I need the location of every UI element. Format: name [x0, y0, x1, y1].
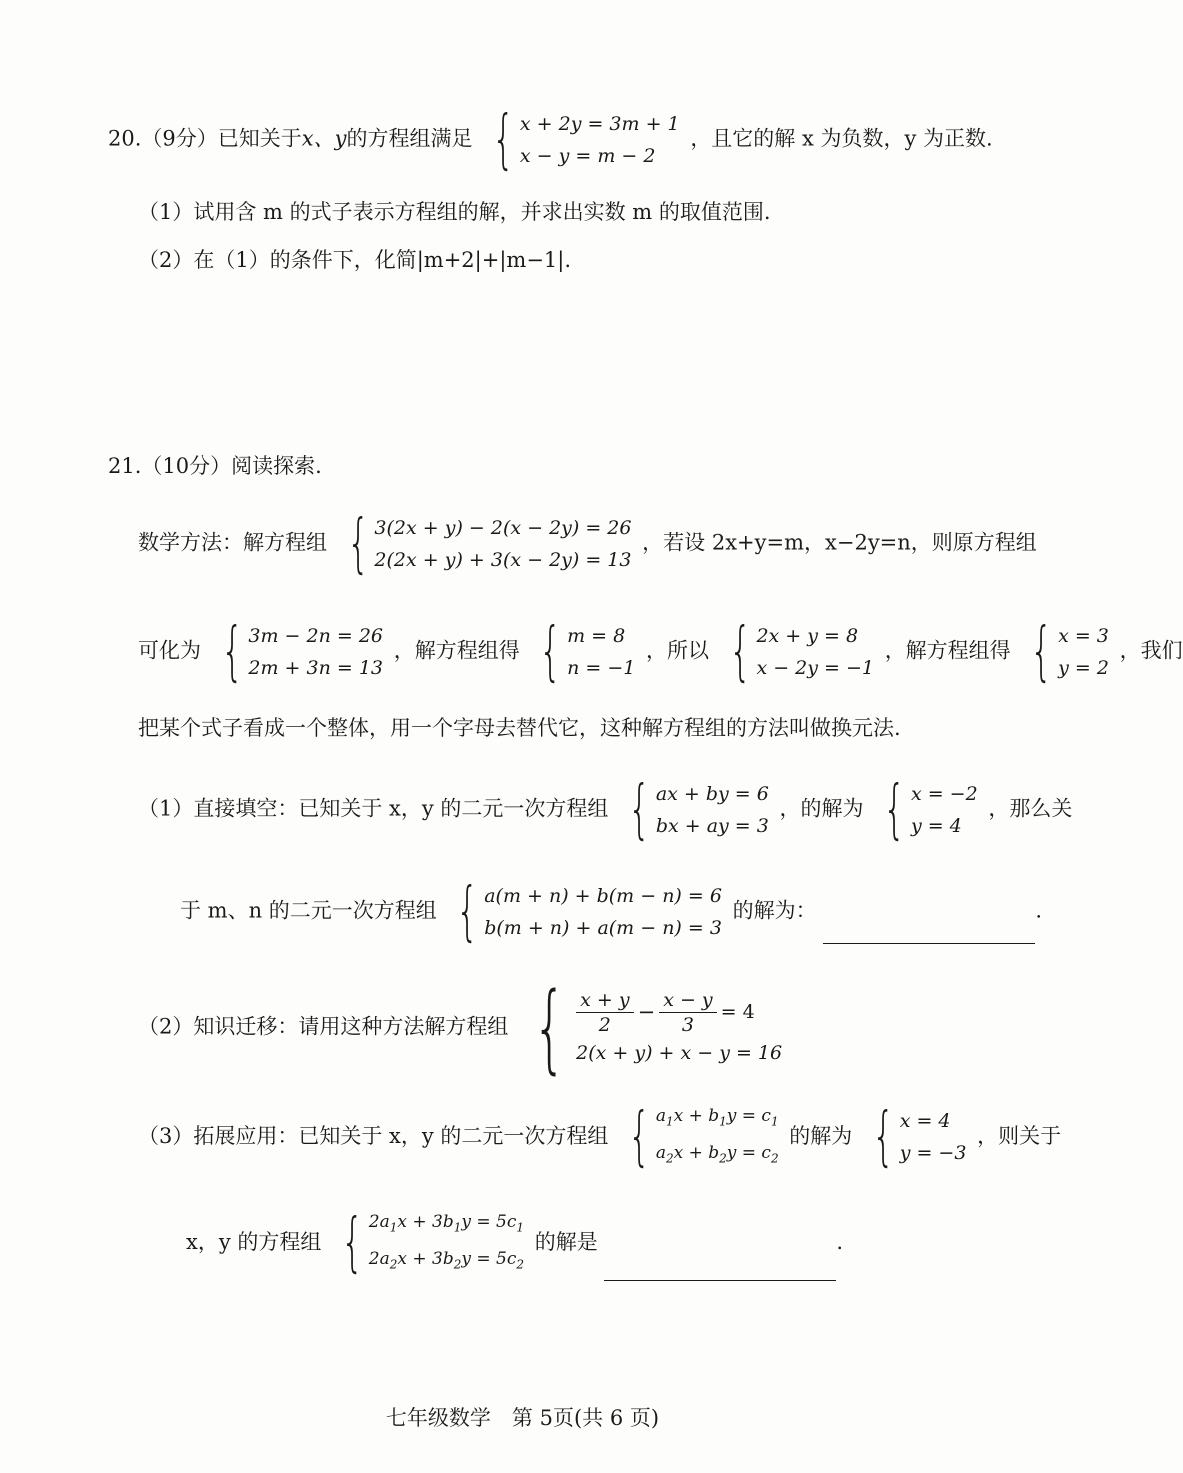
q21-s3-eq1: $a_1x + b_1y = c_1$ [655, 1106, 779, 1129]
q21-s3-eq6: $2a_2x + 3b_2y = 5c_2$ [368, 1249, 525, 1272]
q21-l2-eq4: n = −1 [567, 657, 636, 679]
q21-s1-answer-blank[interactable] [823, 921, 1035, 944]
q21-s3-eq5: $2a_1x + 3b_1y = 5c_1$ [368, 1212, 525, 1235]
q21-line2 [138, 615, 1183, 689]
q21-s1-text4: 于 m、n 的二元一次方程组 [180, 898, 437, 923]
q21-s3-eq3: x = 4 [899, 1110, 951, 1133]
q21-sub1-cont [180, 875, 1042, 949]
q21-s1-eq3: x = −2 [910, 783, 978, 805]
q21-l2-text2: ，解方程组得 [393, 638, 520, 663]
q21-s1-period: . [1035, 898, 1042, 923]
q21-s1-eq4: y = 4 [910, 815, 962, 837]
q21-s2-eq2: 2(x + y) + x − y = 16 [576, 1041, 783, 1064]
q21-l2-system4: { x = 3 y = 2 [1030, 615, 1109, 689]
q21-s2-den2: 3 [681, 1013, 694, 1036]
q21-s1-text2: ，的解为 [779, 796, 864, 821]
q21-intro [138, 507, 1037, 581]
q21-s3-text3: ，则关于 [977, 1123, 1062, 1148]
q21-s2-num1: x + y [576, 988, 633, 1013]
q21-s3-text4: x，y 的方程组 [186, 1229, 322, 1254]
q21-intro-text2: ，若设 2x+y=m，x−2y=n，则原方程组 [642, 530, 1037, 555]
q20-vars: x、y [301, 126, 347, 151]
q21-l2-system3: { 2x + y = 8 x − 2y = −1 [728, 615, 874, 689]
q21-l2-text: 可化为 [138, 638, 201, 663]
q21-sub2 [138, 972, 786, 1084]
q21-line3: 把某个式子看成一个整体，用一个字母去替代它，这种解方程组的方法叫做换元法. [138, 716, 901, 740]
q21-s3-period: . [836, 1229, 844, 1254]
q21-l2-system2: { m = 8 n = −1 [539, 615, 636, 689]
q21-l2-text3: ，所以 [646, 638, 710, 663]
page-footer: 七年级数学 第 5页(共 6 页) [385, 1406, 660, 1430]
q21-s3-text: （3）拓展应用：已知关于 x，y 的二元一次方程组 [138, 1123, 609, 1148]
q21-l2-eq6: x − 2y = −1 [756, 657, 874, 679]
q21-l2-eq5: 2x + y = 8 [756, 625, 859, 647]
q21-l2-eq1: 3m − 2n = 26 [248, 625, 384, 647]
q21-s3-text2: 的解为 [789, 1123, 853, 1148]
q20-stem-text3: ，且它的解 x 为负数，y 为正数. [690, 126, 993, 151]
q21-title: 21.（10分）阅读探索. [108, 454, 322, 478]
q21-s1-text: （1）直接填空：已知关于 x，y 的二元一次方程组 [138, 796, 609, 821]
q21-s3-system1: { $a_1x + b_1y = c_1$ $a_2x + b_2y = c_2$ [628, 1100, 779, 1175]
q21-s3-eq4: y = −3 [899, 1142, 967, 1165]
q21-s3-eq2: $a_2x + b_2y = c_2$ [655, 1143, 779, 1166]
q21-s1-eq1: ax + by = 6 [655, 783, 769, 805]
q21-l2-eq7: x = 3 [1058, 625, 1109, 647]
q20-system: { x + 2y = 3m + 1 x − y = m − 2 [492, 103, 680, 177]
q21-s1-text3: ，那么关 [988, 796, 1073, 821]
q21-s1-text5: 的解为： [732, 898, 817, 923]
q21-s2-text: （2）知识迁移：请用这种方法解方程组 [138, 1014, 509, 1039]
q21-intro-eq1: 3(2x + y) − 2(x − 2y) = 26 [374, 517, 632, 539]
q21-s1-system1: { ax + by = 6 bx + ay = 3 [628, 773, 769, 847]
q21-l2-eq8: y = 2 [1058, 657, 1109, 679]
q20-stem-text2: 的方程组满足 [346, 126, 473, 151]
q20-eq1: x + 2y = 3m + 1 [519, 113, 680, 135]
q21-sub3-cont [186, 1206, 843, 1281]
q21-l2-text5: ，我们 [1119, 638, 1183, 663]
q21-s2-num2: x − y [659, 988, 716, 1013]
q21-sub3 [138, 1100, 1061, 1175]
q21-l2-eq3: m = 8 [567, 625, 626, 647]
q20-stem-text: 20.（9分）已知关于 [108, 126, 302, 151]
q21-s2-minus: − [637, 1000, 656, 1024]
q21-s1-eq5: a(m + n) + b(m − n) = 6 [484, 885, 722, 907]
q21-intro-system: { 3(2x + y) − 2(x − 2y) = 26 2(2x + y) + 3(x − 2y) = 13 [346, 507, 632, 581]
q21-intro-text: 数学方法：解方程组 [138, 530, 327, 555]
q21-s2-frac2 [659, 988, 716, 1037]
q21-l2-eq2: 2m + 3n = 13 [248, 657, 384, 679]
q21-l2-text4: ，解方程组得 [884, 638, 1011, 663]
q21-s1-eq6: b(m + n) + a(m − n) = 3 [484, 917, 722, 939]
q20-part1: （1）试用含 m 的式子表示方程组的解，并求出实数 m 的取值范围. [138, 200, 771, 224]
q20-part2: （2）在（1）的条件下，化简|m+2|+|m−1|. [138, 248, 572, 272]
q21-s2-rhs: = 4 [720, 1001, 755, 1023]
q21-sub1 [138, 773, 1073, 847]
q20-stem [108, 103, 993, 177]
q20-eq2: x − y = m − 2 [519, 145, 656, 167]
q21-s2-system: { $\frac{x + y}{2}$ − $\frac{x - y}{3}$ = 4 2(x + y) + x − y = 16 [532, 972, 783, 1084]
q21-s3-system2: { x = 4 y = −3 [872, 1100, 967, 1175]
q21-s3-text5: 的解是 [534, 1229, 598, 1254]
q21-s1-system3: { a(m + n) + b(m − n) = 6 b(m + n) + a(m − n) = 3 [456, 875, 722, 949]
q21-l2-system1: { 3m − 2n = 26 2m + 3n = 13 [220, 615, 384, 689]
q21-s2-den1: 2 [598, 1013, 611, 1036]
q21-s1-eq2: bx + ay = 3 [655, 815, 769, 837]
q21-intro-eq2: 2(2x + y) + 3(x − 2y) = 13 [374, 549, 632, 571]
q21-s1-system2: { x = −2 y = 4 [883, 773, 978, 847]
q21-s3-answer-blank[interactable] [604, 1258, 836, 1281]
q21-s2-frac1 [576, 988, 633, 1037]
q21-s3-system3: { $2a_1x + 3b_1y = 5c_1$ $2a_2x + 3b_2y = 5c_2$ [341, 1206, 525, 1281]
